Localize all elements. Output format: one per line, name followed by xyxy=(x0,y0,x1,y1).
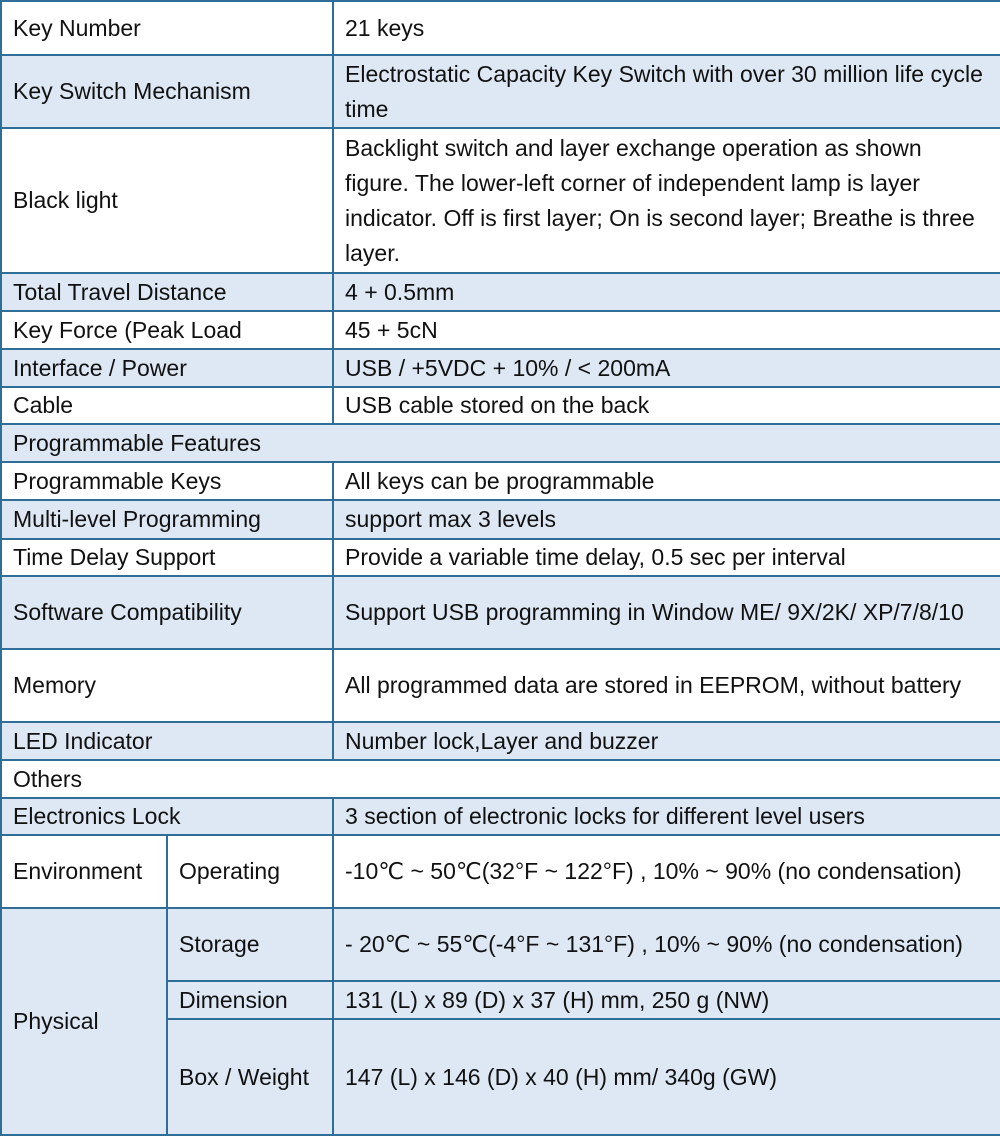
table-row xyxy=(1,908,1000,981)
row-value: 45 + 5cN xyxy=(333,311,1000,349)
row-value: USB / +5VDC + 10% / < 200mA xyxy=(333,349,1000,387)
table-row xyxy=(1,273,1000,311)
table-row xyxy=(1,128,1000,273)
row-value: - 20℃ ~ 55℃(-4°F ~ 131°F) , 10% ~ 90% (no condensation) xyxy=(333,908,1000,981)
row-label: Cable xyxy=(1,387,333,424)
table-row xyxy=(1,835,1000,908)
row-value: Provide a variable time delay, 0.5 sec per interval xyxy=(333,539,1000,576)
physical-sub-label: Dimension xyxy=(167,981,333,1019)
section-row xyxy=(1,424,1000,462)
row-value: 21 keys xyxy=(333,1,1000,55)
table-row xyxy=(1,722,1000,760)
table-row xyxy=(1,539,1000,576)
section-heading: Others xyxy=(1,760,1000,798)
row-value: Number lock,Layer and buzzer xyxy=(333,722,1000,760)
table-row xyxy=(1,462,1000,500)
row-label: Interface / Power xyxy=(1,349,333,387)
row-label: Black light xyxy=(1,128,333,273)
environment-sub-label: Operating xyxy=(167,835,333,908)
row-value: 4 + 0.5mm xyxy=(333,273,1000,311)
table-row xyxy=(1,500,1000,539)
row-value: Support USB programming in Window ME/ 9X/2K/ XP/7/8/10 xyxy=(333,576,1000,649)
row-label: Time Delay Support xyxy=(1,539,333,576)
row-value: All programmed data are stored in EEPROM, without battery xyxy=(333,649,1000,722)
section-row xyxy=(1,760,1000,798)
row-label: Programmable Keys xyxy=(1,462,333,500)
environment-label: Environment xyxy=(1,835,167,908)
row-value: USB cable stored on the back xyxy=(333,387,1000,424)
physical-label: Physical xyxy=(1,908,167,1135)
table-row xyxy=(1,798,1000,835)
table-row xyxy=(1,1,1000,55)
row-value: Backlight switch and layer exchange operation as shown figure. The lower-left corner of independent lamp is layer indicator. Off is first layer; On is second layer; Breathe is three layer. xyxy=(333,128,1000,273)
section-heading: Programmable Features xyxy=(1,424,1000,462)
row-label: Key Number xyxy=(1,1,333,55)
row-value: All keys can be programmable xyxy=(333,462,1000,500)
row-label: Key Switch Mechanism xyxy=(1,55,333,128)
physical-sub-label: Box / Weight xyxy=(167,1019,333,1135)
table-row xyxy=(1,311,1000,349)
row-label: Electronics Lock xyxy=(1,798,333,835)
physical-sub-label: Storage xyxy=(167,908,333,981)
row-value: -10℃ ~ 50℃(32°F ~ 122°F) , 10% ~ 90% (no condensation) xyxy=(333,835,1000,908)
row-value: Electrostatic Capacity Key Switch with over 30 million life cycle time xyxy=(333,55,1000,128)
row-value: 131 (L) x 89 (D) x 37 (H) mm, 250 g (NW) xyxy=(333,981,1000,1019)
table-row xyxy=(1,55,1000,128)
table-row xyxy=(1,576,1000,649)
row-label: Software Compatibility xyxy=(1,576,333,649)
row-label: Multi-level Programming xyxy=(1,500,333,539)
row-label: Key Force (Peak Load xyxy=(1,311,333,349)
table-row xyxy=(1,387,1000,424)
row-label: LED Indicator xyxy=(1,722,333,760)
row-value: 3 section of electronic locks for different level users xyxy=(333,798,1000,835)
table-row xyxy=(1,349,1000,387)
row-label: Total Travel Distance xyxy=(1,273,333,311)
row-label: Memory xyxy=(1,649,333,722)
table-row xyxy=(1,649,1000,722)
row-value: 147 (L) x 146 (D) x 40 (H) mm/ 340g (GW) xyxy=(333,1019,1000,1135)
row-value: support max 3 levels xyxy=(333,500,1000,539)
